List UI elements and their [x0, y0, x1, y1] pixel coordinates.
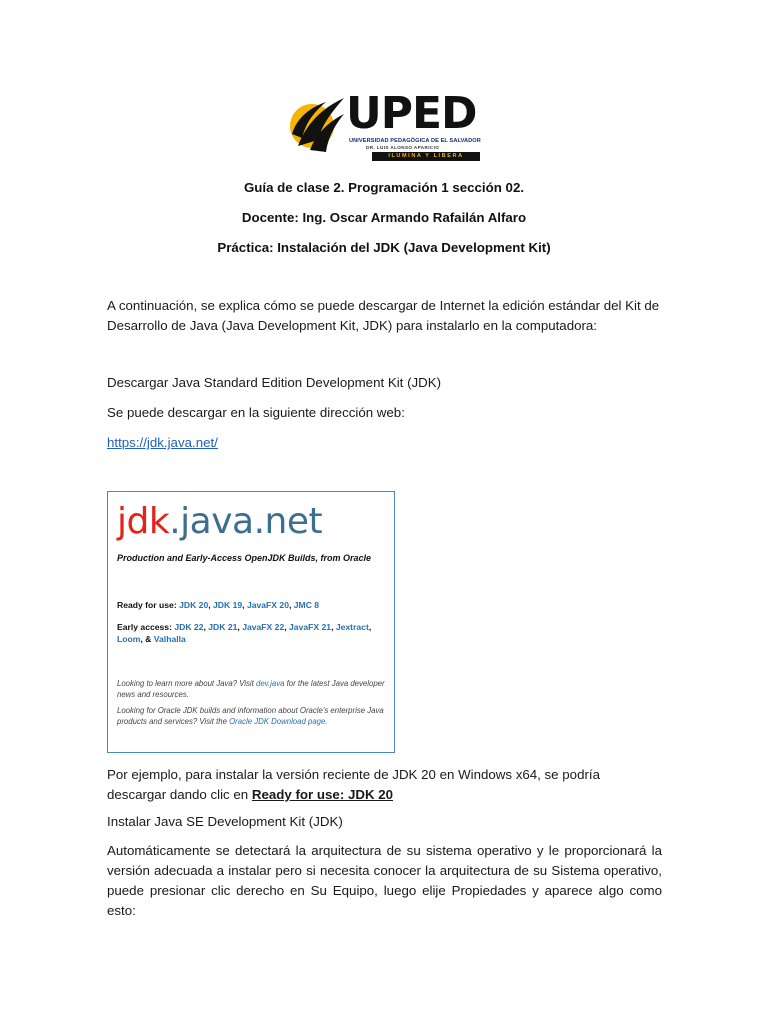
logo-wordmark: UPED: [346, 88, 477, 139]
example-text: Por ejemplo, para instalar la versión reciente de JDK 20 en Windows x64, se podría descargar dando clic en: [107, 767, 600, 802]
practice-title: Práctica: Instalación del JDK (Java Development Kit): [217, 240, 551, 255]
early-link-loom[interactable]: Loom: [117, 634, 141, 644]
jdk-site-screenshot: [107, 491, 395, 753]
devjava-link[interactable]: dev.java: [256, 679, 285, 688]
ready-jdk20-link[interactable]: Ready for use: JDK 20: [251, 787, 394, 802]
logo-university-name: UNIVERSIDAD PEDAGÓGICA DE EL SALVADOR: [349, 138, 481, 144]
ready-label: Ready for use:: [117, 600, 177, 610]
jdk-download-link[interactable]: https://jdk.java.net/: [107, 435, 218, 450]
address-text: Se puede descargar en la siguiente dirección web:: [107, 405, 405, 420]
example-paragraph: [107, 765, 662, 805]
auto-detect-paragraph: Automáticamente se detectará la arquitectura de su sistema operativo y le proporcionará la versión adecuada a instalar pero si necesita conocer la arquitectura de su Sistema operativo, puede presionar clic derecho en Su Equipo, luego elije Propiedades y aparece algo como esto:: [107, 843, 662, 918]
early-link-jdk21[interactable]: JDK 21: [208, 622, 238, 632]
ready-link-jdk19[interactable]: JDK 19: [213, 600, 243, 610]
note2-text-a: Looking for Oracle JDK builds and information about Oracle's enterprise Java products and services? Visit the: [117, 706, 384, 726]
early-link-jextract[interactable]: Jextract: [335, 622, 369, 632]
site-title-jdk: jdk: [117, 501, 170, 542]
uped-logo: [288, 88, 481, 168]
note2-text-b: .: [325, 716, 328, 726]
early-link-valhalla[interactable]: Valhalla: [153, 634, 186, 644]
guide-title: Guía de clase 2. Programación 1 sección 02.: [243, 180, 525, 195]
logo-founder: DR. LUIS ALONSO APARICIO: [366, 145, 440, 150]
intro-paragraph: A continuación, se explica cómo se puede descargar de Internet la edición estándar del Kit de Desarrollo de Java (Java Development Kit, JDK) para instalarlo en la computadora:: [107, 298, 660, 333]
ready-for-use-row: Ready for use: JDK 20, JDK 19, JavaFX 20, JMC 8: [117, 600, 320, 610]
note1-text-a: Looking to learn more about Java? Visit: [117, 679, 254, 688]
devjava-note: [117, 679, 385, 700]
oracle-jdk-link[interactable]: Oracle JDK Download page: [229, 716, 326, 726]
download-heading: Descargar Java Standard Edition Development Kit (JDK): [107, 375, 442, 390]
early-link-jdk22[interactable]: JDK 22: [174, 622, 204, 632]
install-heading: Instalar Java SE Development Kit (JDK): [107, 814, 343, 829]
early-access-row: Early access: JDK 22, JDK 21, JavaFX 22, JavaFX 21, Jextract, Loom, & Valhalla: [117, 622, 372, 644]
oracle-note: [117, 706, 385, 727]
uped-emblem-icon: [288, 94, 346, 158]
site-title-domain: .java.net: [169, 501, 323, 542]
site-title: [117, 500, 322, 544]
early-link-javafx22[interactable]: JavaFX 22: [242, 622, 285, 632]
site-tagline: Production and Early-Access OpenJDK Builds, from Oracle: [117, 553, 372, 563]
note1-text-b: for the latest Java developer news and resources.: [117, 679, 385, 699]
early-label: Early access:: [117, 622, 172, 632]
ready-link-jdk20[interactable]: JDK 20: [179, 600, 209, 610]
ready-link-jmc8[interactable]: JMC 8: [293, 600, 320, 610]
teacher-line: Docente: Ing. Oscar Armando Rafailán Alfaro: [241, 210, 527, 225]
ready-link-javafx20[interactable]: JavaFX 20: [246, 600, 289, 610]
logo-motto: ILUMINA Y LIBERA: [372, 152, 480, 161]
early-link-javafx21[interactable]: JavaFX 21: [289, 622, 332, 632]
